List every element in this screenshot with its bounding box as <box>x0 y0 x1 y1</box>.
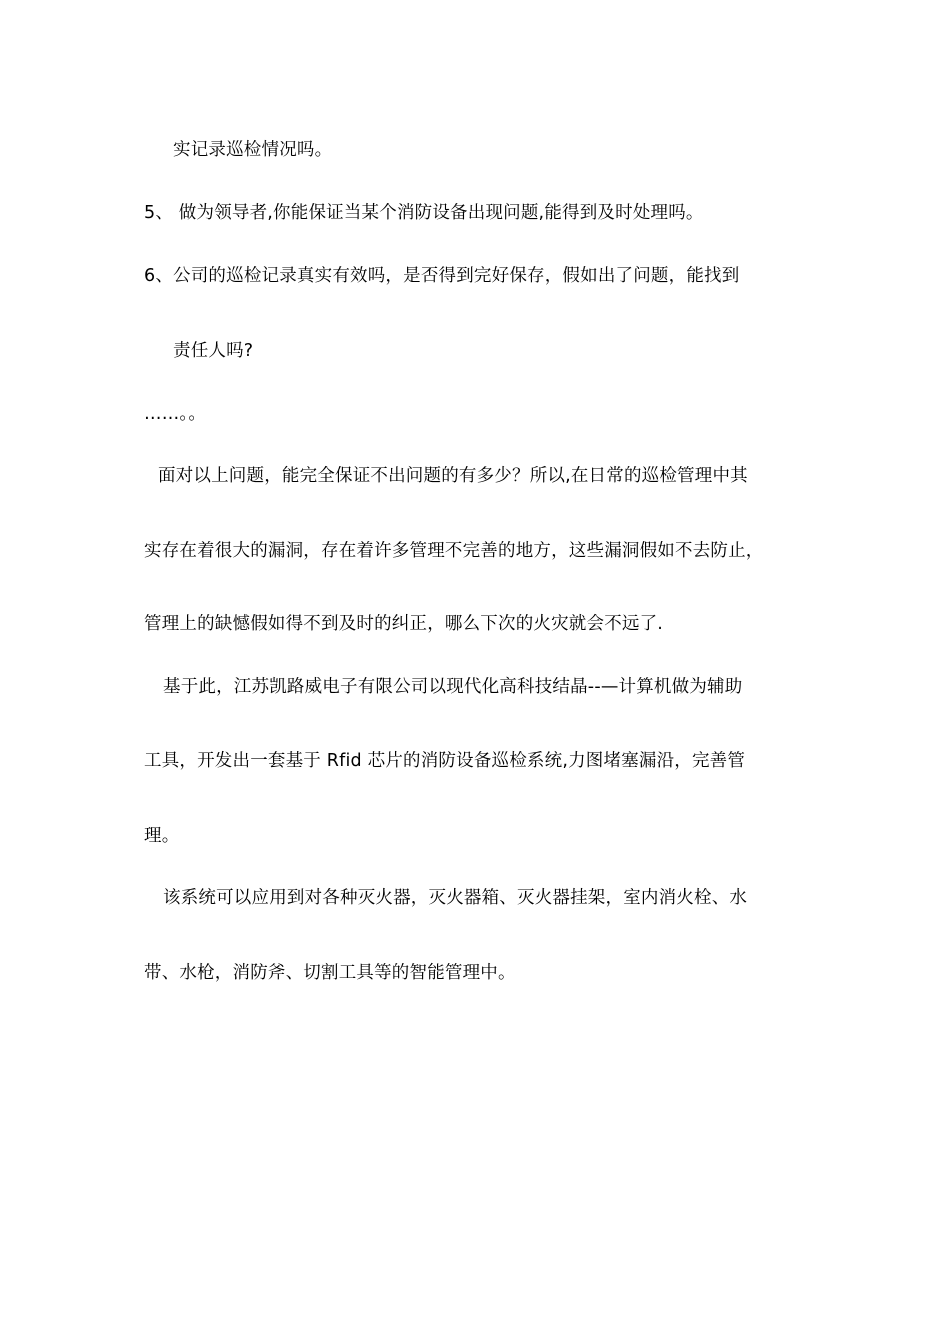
paragraph-line: 该系统可以应用到对各种灭火器，灭火器箱、灭火器挂架，室内消火栓、水 <box>163 888 748 908</box>
paragraph-line: 实存在着很大的漏洞，存在着许多管理不完善的地方，这些漏洞假如不去防止， <box>144 541 764 561</box>
paragraph-line: 基于此，江苏凯路威电子有限公司以现代化高科技结晶--—计算机做为辅助 <box>163 677 743 697</box>
text-line: 实记录巡检情况吗。 <box>173 140 333 160</box>
list-item-6: 6、公司的巡检记录真实有效吗，是否得到完好保存，假如出了问题，能找到 <box>144 266 740 286</box>
list-item-5: 5、 做为领导者,你能保证当某个消防设备出现问题,能得到及时处理吗。 <box>144 203 704 223</box>
paragraph-line: 面对以上问题，能完全保证不出问题的有多少？所以,在日常的巡检管理中其 <box>158 466 748 486</box>
paragraph-line: 理。 <box>144 826 180 846</box>
paragraph-line: 管理上的缺憾假如得不到及时的纠正，哪么下次的火灾就会不远了. <box>144 614 664 634</box>
paragraph-line: 带、水枪，消防斧、切割工具等的智能管理中。 <box>144 963 516 983</box>
ellipsis-line: ……。。 <box>144 404 207 424</box>
text-line: 责任人吗? <box>173 341 254 361</box>
paragraph-line: 工具，开发出一套基于 Rfid 芯片的消防设备巡检系统,力图堵塞漏沿，完善管 <box>144 751 746 771</box>
